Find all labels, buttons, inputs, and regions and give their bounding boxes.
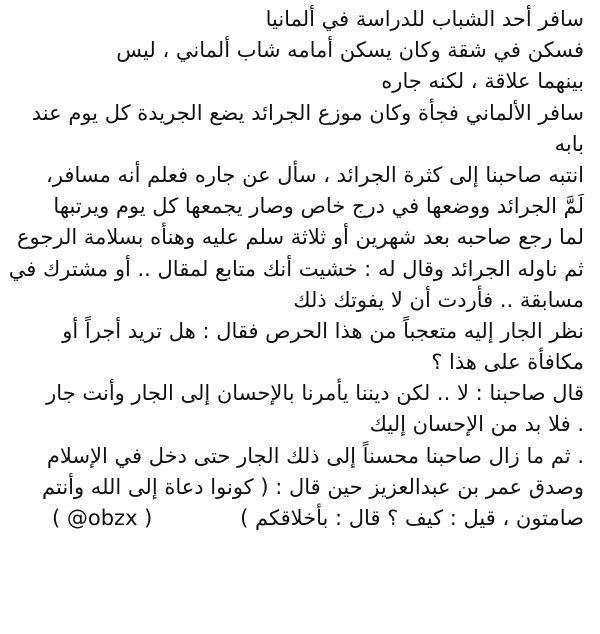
author-handle: ( @obzx ) xyxy=(52,506,153,530)
text-line-9: ثم ناوله الجرائد وقال له : خشيت أنك متابع لمقال .. أو مشترك في xyxy=(8,256,584,281)
text-line-15: . ثم ما زال صاحبنا محسناً إلى ذلك الجار حتى دخل في الإسلام xyxy=(46,443,584,468)
text-line-13: قال صاحبنا : لا .. لكن ديننا يأمرنا بالإحسان إلى الجار وأنت جار xyxy=(46,381,584,406)
text-line-16: وصدق عمر بن عبدالعزيز حين قال : ( كونوا دعاة إلى الله وأنتم xyxy=(42,474,584,499)
text-line-10: مسابقة .. فأردت أن لا يفوتك ذلك xyxy=(293,287,584,312)
text-line-3: بينهما علاقة ، لكنه جاره xyxy=(381,69,584,94)
text-line-1: سافر أحد الشباب للدراسة في ألمانيا xyxy=(265,7,584,31)
story-text xyxy=(10,4,584,534)
text-line-5: بابه xyxy=(554,131,584,156)
text-line-14: . فلا بد من الإحسان إليك xyxy=(369,412,584,437)
text-line-12: مكافأة على هذا ؟ xyxy=(431,350,584,375)
text-line-4: سافر الألماني فجأة وكان موزع الجرائد يضع الجريدة كل يوم عند xyxy=(31,100,584,125)
closing-text: صامتون ، قيل : كيف ؟ قال : بأخلاقكم ) xyxy=(240,506,584,530)
text-line-6: انتبه صاحبنا إلى كثرة الجرائد ، سأل عن جاره فعلم أنه مسافر، xyxy=(46,162,584,187)
text-line-7: لَمَّ الجرائد ووضعها في درج خاص وصار يجمعها كل يوم ويرتبها xyxy=(53,194,584,219)
text-line-11: نظر الجار إليه متعجباً من هذا الحرص فقال : هل تريد أجراً أو xyxy=(62,318,584,343)
text-line-17 xyxy=(10,503,584,534)
text-line-2: فسكن في شقة وكان يسكن أمامه شاب ألماني ، ليس xyxy=(116,38,584,63)
text-line-8: لما رجع صاحبه بعد شهرين أو ثلاثة سلم عليه وهنأه بسلامة الرجوع xyxy=(17,225,584,250)
